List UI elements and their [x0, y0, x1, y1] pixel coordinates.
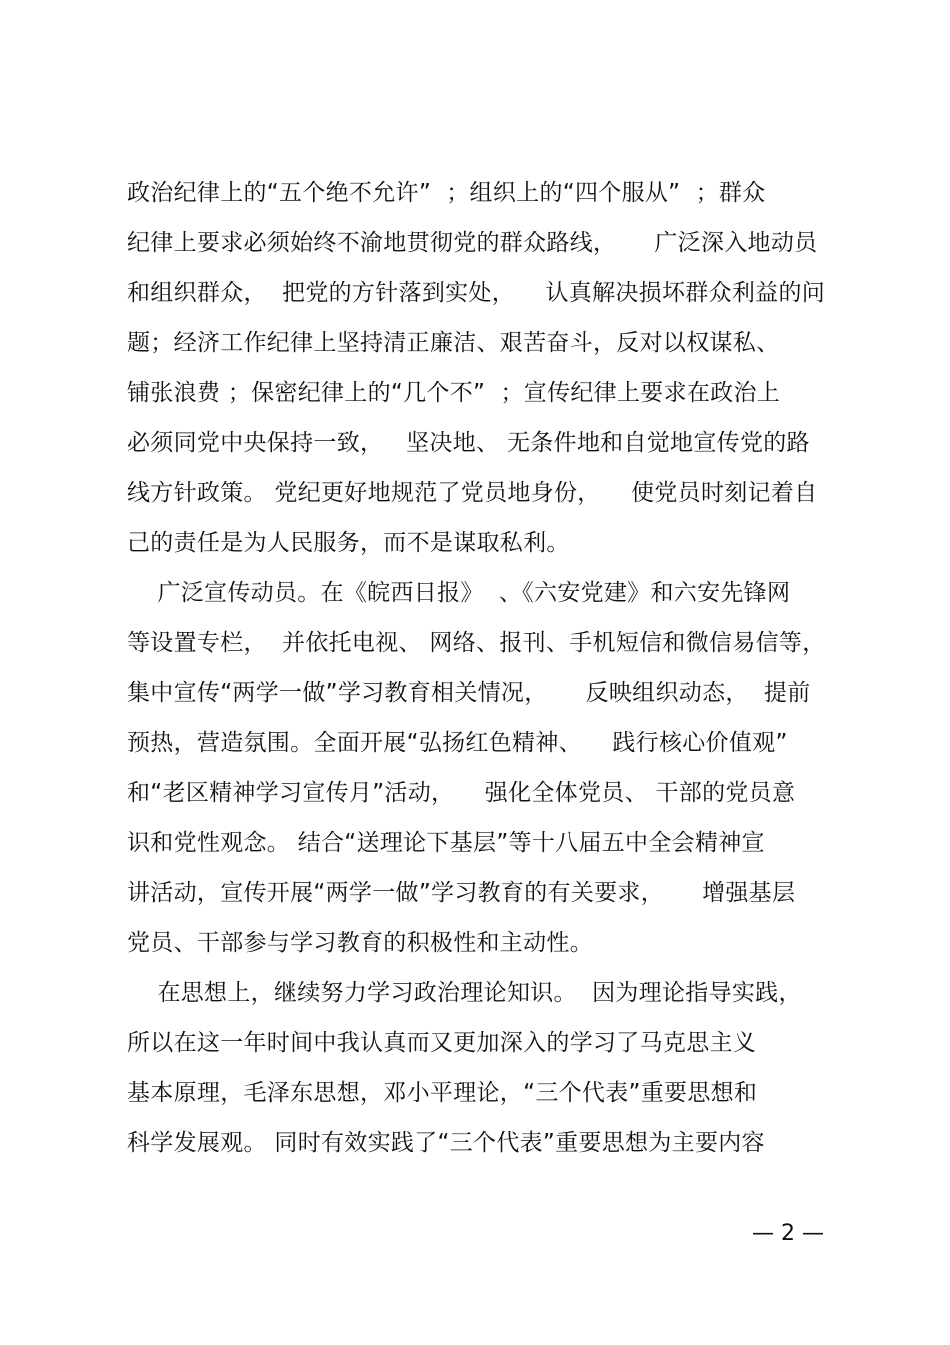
text-line: 预热，营造氛围。全面开展“弘扬红色精神、 践行核心价值观” — [127, 730, 788, 756]
text-line: 党员、干部参与学习教育的积极性和主动性。 — [127, 930, 593, 956]
text-line: 必须同党中央保持一致， 坚决地、 无条件地和自觉地宣传党的路 — [127, 430, 810, 456]
text-line: 和“老区精神学习宣传月”活动， 强化全体党员、 干部的党员意 — [127, 780, 796, 806]
text-line: 集中宣传“两学一做”学习教育相关情况， 反映组织动态， 提前 — [127, 680, 811, 706]
text-line: 政治纪律上的“五个绝不允许” ；组织上的“四个服从” ；群众 — [127, 180, 766, 206]
page-number: — 2 — — [752, 1221, 824, 1246]
text-line: 线方针政策。 党纪更好地规范了党员地身份， 使党员时刻记着自 — [127, 480, 818, 506]
text-line: 铺张浪费 ；保密纪律上的“几个不” ；宣传纪律上要求在政治上 — [127, 380, 781, 406]
text-line: 在思想上，继续努力学习政治理论知识。 因为理论指导实践， — [127, 980, 802, 1006]
text-line: 己的责任是为人民服务，而不是谋取私利。 — [127, 530, 570, 556]
text-line: 广泛宣传动员。在《皖西日报》 、《六安党建》和六安先锋网 — [127, 580, 791, 606]
text-line: 和组织群众， 把党的方针落到实处， 认真解决损坏群众利益的问 — [127, 280, 826, 306]
text-line: 题；经济工作纪律上坚持清正廉洁、艰苦奋斗，反对以权谋私、 — [127, 330, 780, 356]
text-line: 科学发展观。 同时有效实践了“三个代表”重要思想为主要内容 — [127, 1130, 765, 1156]
text-line: 所以在这一年时间中我认真而又更加深入的学习了马克思主义 — [127, 1030, 757, 1056]
text-line: 基本原理，毛泽东思想，邓小平理论，“三个代表”重要思想和 — [127, 1080, 758, 1106]
text-line: 纪律上要求必须始终不渝地贯彻党的群众路线， 广泛深入地动员 — [127, 230, 818, 256]
text-line: 识和党性观念。 结合“送理论下基层”等十八届五中全会精神宣 — [127, 830, 765, 856]
text-line: 讲活动，宣传开展“两学一做”学习教育的有关要求， 增强基层 — [127, 880, 796, 906]
text-line: 等设置专栏， 并依托电视、 网络、报刊、手机短信和微信易信等， — [127, 630, 826, 656]
